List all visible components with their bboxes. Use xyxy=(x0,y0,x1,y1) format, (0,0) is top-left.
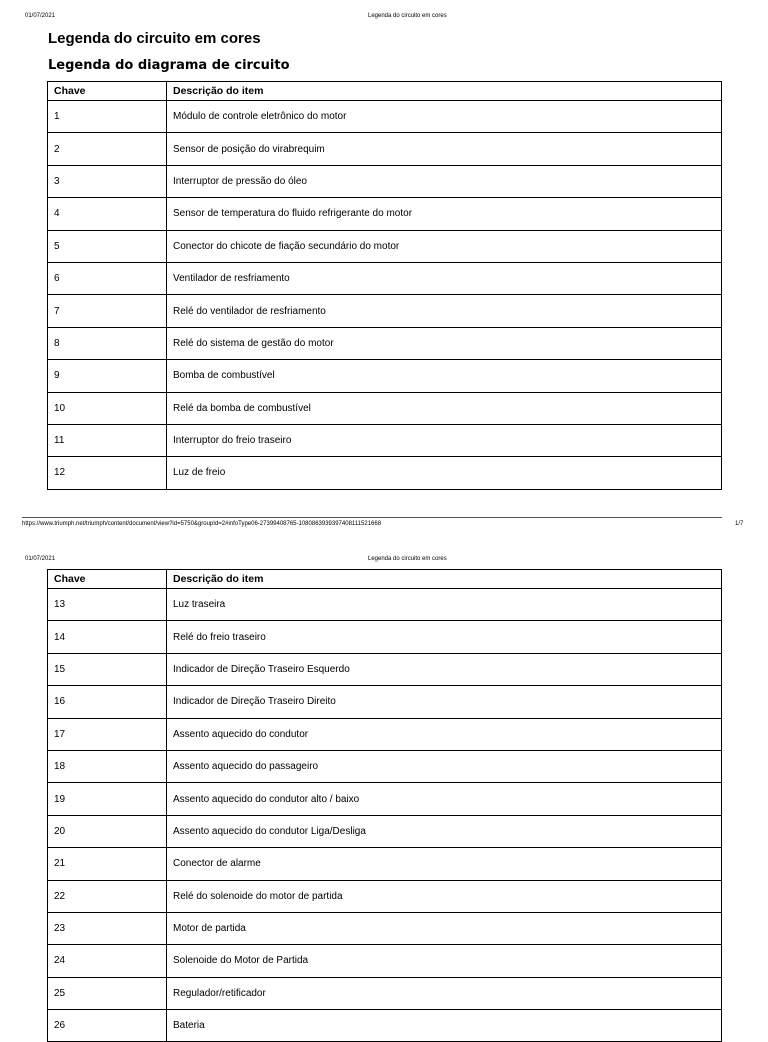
description-cell: Luz traseira xyxy=(167,589,722,621)
column-header-description: Descrição do item xyxy=(167,82,722,101)
description-cell: Sensor de posição do virabrequim xyxy=(167,133,722,165)
description-cell: Bomba de combustível xyxy=(167,360,722,392)
column-header-key: Chave xyxy=(48,570,167,589)
description-cell: Luz de freio xyxy=(167,457,722,489)
description-cell: Relé do sistema de gestão do motor xyxy=(167,327,722,359)
table-row xyxy=(48,880,722,912)
table-row xyxy=(48,295,722,327)
description-cell: Assento aquecido do condutor xyxy=(167,718,722,750)
key-cell: 14 xyxy=(48,621,167,653)
table-header-row xyxy=(48,82,722,101)
table-row xyxy=(48,783,722,815)
table-row xyxy=(48,912,722,944)
description-cell: Assento aquecido do condutor Liga/Desliga xyxy=(167,815,722,847)
key-cell: 7 xyxy=(48,295,167,327)
description-cell: Relé do ventilador de resfriamento xyxy=(167,295,722,327)
table-row xyxy=(48,262,722,294)
section-title: Legenda do diagrama de circuito xyxy=(48,58,290,73)
key-cell: 5 xyxy=(48,230,167,262)
description-cell: Motor de partida xyxy=(167,912,722,944)
key-cell: 9 xyxy=(48,360,167,392)
description-cell: Regulador/retificador xyxy=(167,977,722,1009)
header-title: Legenda do circuito em cores xyxy=(368,556,447,562)
key-cell: 3 xyxy=(48,165,167,197)
description-cell: Conector de alarme xyxy=(167,848,722,880)
table-row xyxy=(48,101,722,133)
table-row xyxy=(48,589,722,621)
key-cell: 2 xyxy=(48,133,167,165)
key-cell: 16 xyxy=(48,686,167,718)
description-cell: Bateria xyxy=(167,1010,722,1042)
header-date: 01/07/2021 xyxy=(25,556,56,562)
description-cell: Relé da bomba de combustível xyxy=(167,392,722,424)
key-cell: 1 xyxy=(48,101,167,133)
table-row xyxy=(48,133,722,165)
description-cell: Ventilador de resfriamento xyxy=(167,262,722,294)
key-cell: 8 xyxy=(48,327,167,359)
table-row xyxy=(48,1010,722,1042)
key-cell: 19 xyxy=(48,783,167,815)
description-cell: Relé do freio traseiro xyxy=(167,621,722,653)
key-cell: 11 xyxy=(48,424,167,456)
table-row xyxy=(48,621,722,653)
key-cell: 20 xyxy=(48,815,167,847)
table-row xyxy=(48,230,722,262)
table-row xyxy=(48,815,722,847)
table-row xyxy=(48,327,722,359)
table-header-row xyxy=(48,570,722,589)
description-cell: Relé do solenoide do motor de partida xyxy=(167,880,722,912)
header-title: Legenda do circuito em cores xyxy=(368,13,447,19)
table-row xyxy=(48,848,722,880)
legend-table-page1 xyxy=(47,81,722,490)
key-cell: 25 xyxy=(48,977,167,1009)
footer-page-number: 1/7 xyxy=(735,521,744,527)
key-cell: 18 xyxy=(48,750,167,782)
page-title: Legenda do circuito em cores xyxy=(48,30,261,47)
description-cell: Módulo de controle eletrônico do motor xyxy=(167,101,722,133)
description-cell: Solenoide do Motor de Partida xyxy=(167,945,722,977)
table-row xyxy=(48,686,722,718)
key-cell: 10 xyxy=(48,392,167,424)
key-cell: 15 xyxy=(48,653,167,685)
table-row xyxy=(48,653,722,685)
key-cell: 17 xyxy=(48,718,167,750)
column-header-key: Chave xyxy=(48,82,167,101)
description-cell: Indicador de Direção Traseiro Esquerdo xyxy=(167,653,722,685)
key-cell: 22 xyxy=(48,880,167,912)
header-date: 01/07/2021 xyxy=(25,13,56,19)
table-row xyxy=(48,750,722,782)
table-row xyxy=(48,718,722,750)
table-row xyxy=(48,392,722,424)
key-cell: 12 xyxy=(48,457,167,489)
table-row xyxy=(48,945,722,977)
description-cell: Indicador de Direção Traseiro Direito xyxy=(167,686,722,718)
key-cell: 26 xyxy=(48,1010,167,1042)
description-cell: Conector do chicote de fiação secundário do motor xyxy=(167,230,722,262)
key-cell: 23 xyxy=(48,912,167,944)
table-row xyxy=(48,360,722,392)
description-cell: Assento aquecido do passageiro xyxy=(167,750,722,782)
description-cell: Interruptor do freio traseiro xyxy=(167,424,722,456)
key-cell: 13 xyxy=(48,589,167,621)
description-cell: Interruptor de pressão do óleo xyxy=(167,165,722,197)
page-divider xyxy=(22,517,722,518)
table-row xyxy=(48,165,722,197)
column-header-description: Descrição do item xyxy=(167,570,722,589)
description-cell: Sensor de temperatura do fluido refrigerante do motor xyxy=(167,198,722,230)
key-cell: 24 xyxy=(48,945,167,977)
legend-table-page2 xyxy=(47,569,722,1042)
table-row xyxy=(48,198,722,230)
table-row xyxy=(48,977,722,1009)
table-row xyxy=(48,457,722,489)
footer-url[interactable]: https://www.triumph.net/triumph/content/document/view?id=5750&groupId=2#infoType06-27399408765-1080863939397408111521668 xyxy=(22,521,382,527)
key-cell: 21 xyxy=(48,848,167,880)
key-cell: 6 xyxy=(48,262,167,294)
key-cell: 4 xyxy=(48,198,167,230)
table-row xyxy=(48,424,722,456)
description-cell: Assento aquecido do condutor alto / baixo xyxy=(167,783,722,815)
